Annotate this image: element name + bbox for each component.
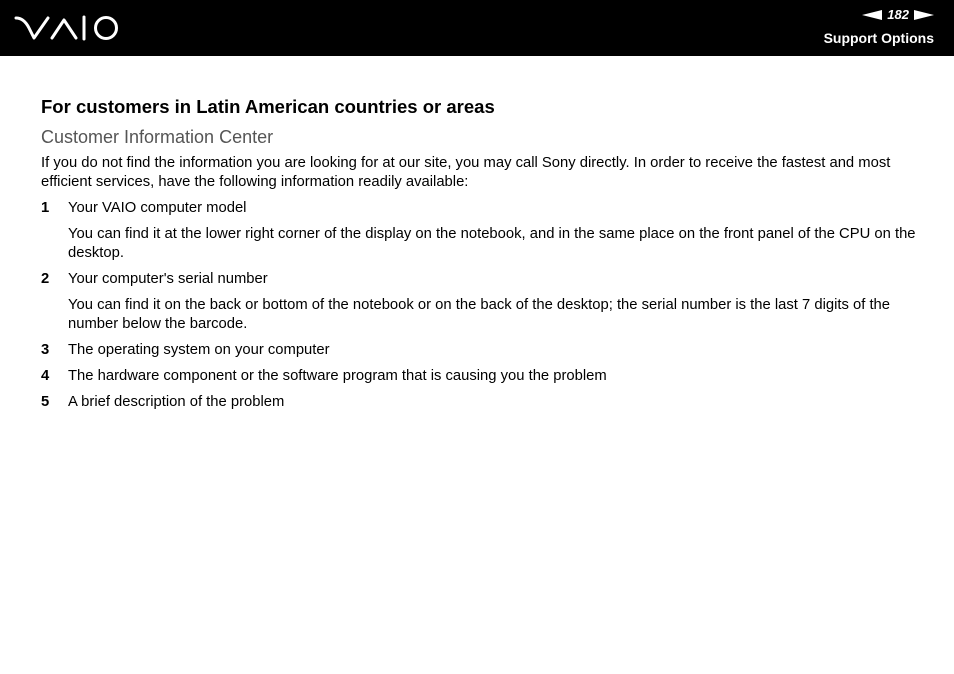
list-item-text: A brief description of the problem — [68, 394, 285, 410]
list-item-number: 5 — [41, 394, 50, 410]
section-title: Support Options — [823, 30, 934, 46]
list-item-number: 1 — [41, 200, 50, 216]
page-navigator — [862, 7, 934, 22]
page-content — [41, 95, 916, 412]
list-item-number: 4 — [41, 368, 50, 384]
next-page-icon[interactable] — [914, 10, 934, 20]
header-bar — [0, 0, 954, 56]
list-item-number: 3 — [41, 342, 50, 358]
list-item-text: Your VAIO computer model — [68, 200, 247, 216]
list-item — [41, 367, 916, 386]
intro-paragraph: If you do not find the information you are looking for at our site, you may call Sony directly. In order to receive the fastest and most efficient services, have the following information readily available: — [41, 155, 891, 190]
list-item — [41, 270, 916, 289]
list-item — [41, 341, 916, 360]
page-subheading: Customer Information Center — [41, 127, 274, 147]
list-item-text: Your computer's serial number — [68, 271, 268, 287]
list-item — [41, 199, 916, 218]
vaio-logo — [14, 14, 122, 42]
list-item-text: The operating system on your computer — [68, 342, 330, 358]
list-item — [41, 393, 916, 412]
page-heading: For customers in Latin American countries or areas — [41, 96, 495, 117]
list-item-detail: You can find it on the back or bottom of the notebook or on the back of the desktop; the serial number is the last 7 digits of the number below the barcode. — [68, 297, 891, 332]
page-number: 182 — [887, 7, 909, 22]
previous-page-icon[interactable] — [862, 10, 882, 20]
list-item-detail: You can find it at the lower right corner of the display on the notebook, and in the same place on the front panel of the CPU on the desktop. — [68, 226, 916, 261]
list-item-text: The hardware component or the software program that is causing you the problem — [68, 368, 607, 384]
list-item-number: 2 — [41, 271, 50, 287]
